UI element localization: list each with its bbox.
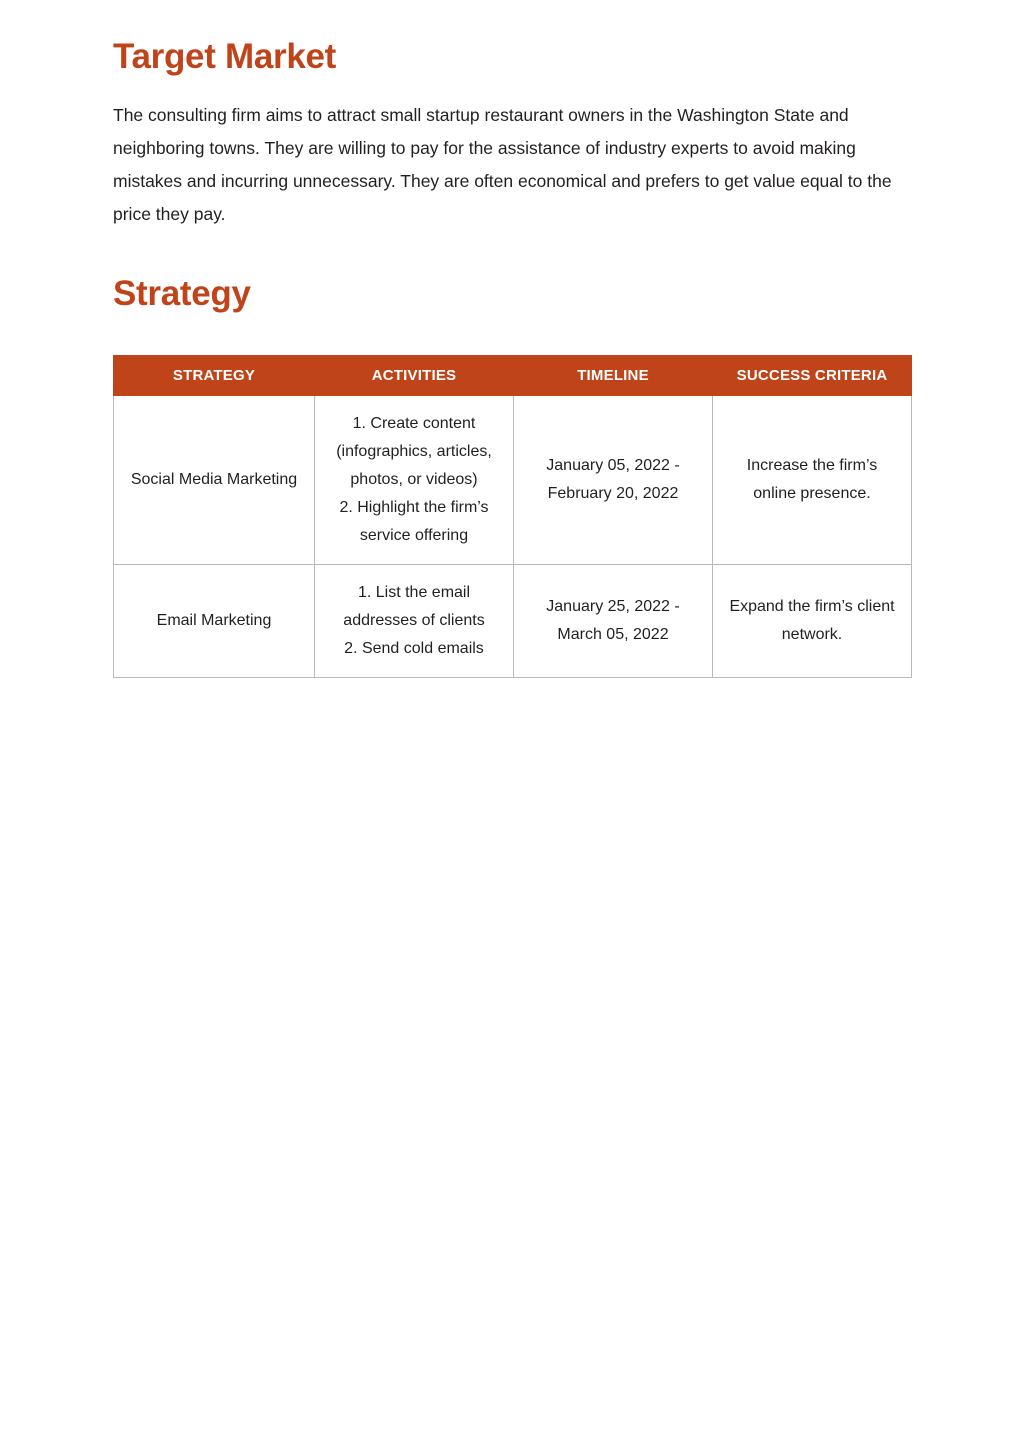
success-line: online presence. <box>753 485 871 502</box>
target-market-heading: Target Market <box>113 37 337 76</box>
cell-success-criteria <box>713 396 912 565</box>
timeline-line: March 05, 2022 <box>557 626 669 643</box>
activities-line: 2. Send cold emails <box>344 640 484 657</box>
activities-line: 2. Highlight the firm’s <box>339 499 489 516</box>
activities-line: (infographics, articles, <box>336 443 492 460</box>
activities-line: addresses of clients <box>343 612 485 629</box>
table-header-success-criteria: SUCCESS CRITERIA <box>713 356 912 396</box>
table-header-strategy: STRATEGY <box>114 356 315 396</box>
cell-timeline <box>514 396 713 565</box>
cell-success-criteria <box>713 565 912 678</box>
table-row <box>114 565 912 678</box>
table-header-timeline: TIMELINE <box>514 356 713 396</box>
success-line: Expand the firm’s client <box>729 598 895 615</box>
timeline-line: January 25, 2022 - <box>546 598 680 615</box>
table-header-activities: ACTIVITIES <box>315 356 514 396</box>
timeline-line: February 20, 2022 <box>547 485 679 502</box>
strategy-table <box>113 355 912 678</box>
activities-line: service offering <box>359 527 469 544</box>
strategy-heading: Strategy <box>113 273 251 313</box>
cell-strategy: Email Marketing <box>114 565 315 678</box>
success-line: Increase the firm’s <box>746 457 878 474</box>
document-page <box>0 0 1024 678</box>
timeline-line: January 05, 2022 - <box>546 457 680 474</box>
table-header-row <box>114 356 912 396</box>
table-row <box>114 396 912 565</box>
success-line: network. <box>781 626 843 643</box>
activities-line: 1. List the email <box>357 584 471 601</box>
activities-line: 1. Create content <box>352 415 476 432</box>
cell-activities <box>315 565 514 678</box>
cell-activities <box>315 396 514 565</box>
cell-strategy: Social Media Marketing <box>114 396 315 565</box>
target-market-paragraph: The consulting firm aims to attract small startup restaurant owners in the Washington State and neighboring towns. They are willing to pay for the assistance of industry experts to avoid making mistakes and incurring unnecessary. They are often economical and prefers to get value equal to the price they pay. <box>113 104 892 224</box>
cell-timeline <box>514 565 713 678</box>
activities-line: photos, or videos) <box>350 471 478 488</box>
